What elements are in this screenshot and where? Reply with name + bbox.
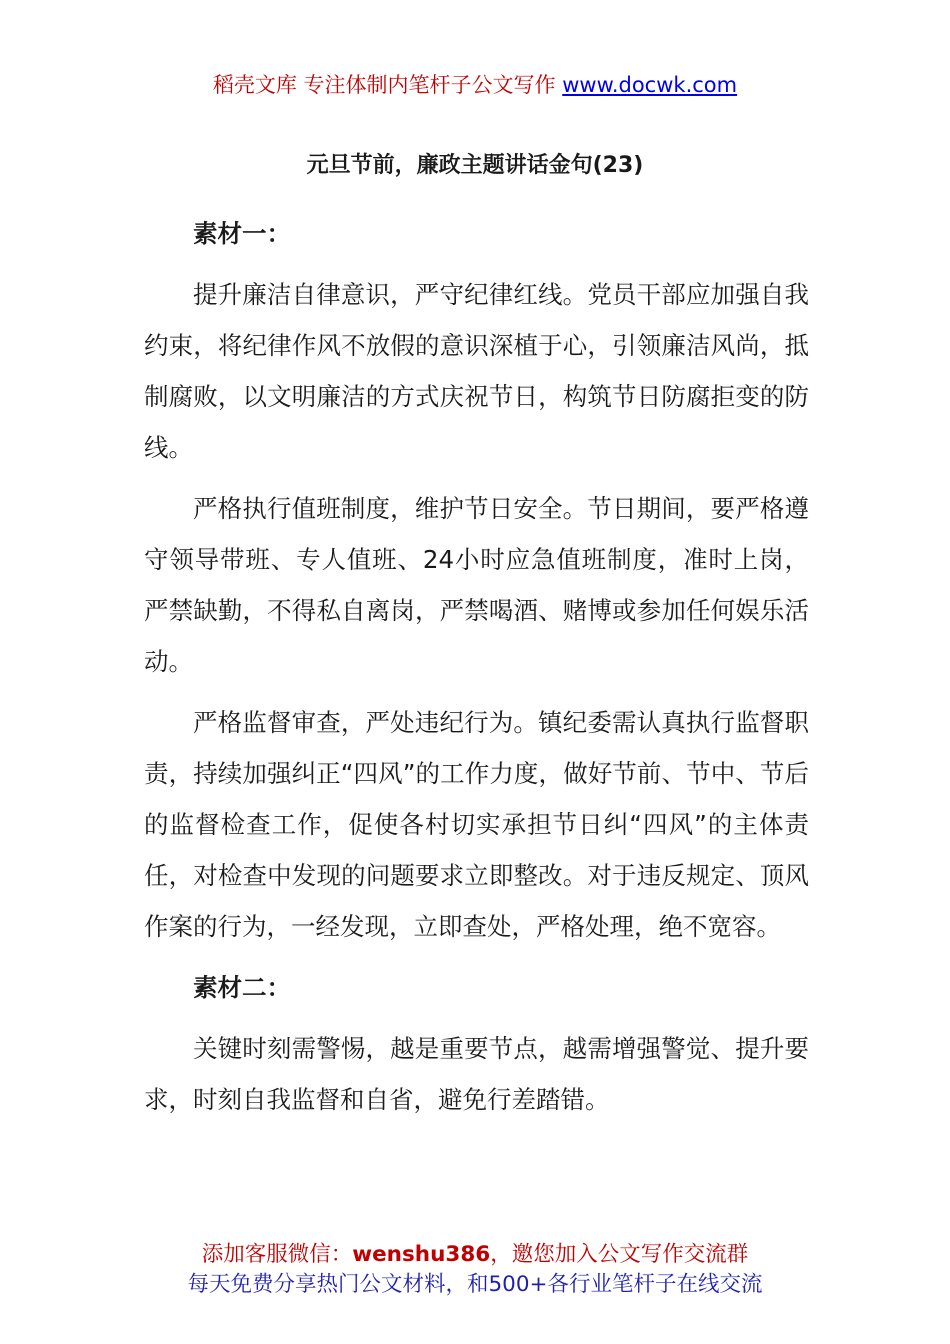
footer-contact-suffix: ，邀您加入公文写作交流群 [490, 1242, 749, 1267]
body-paragraph: 提升廉洁自律意识，严守纪律红线。党员干部应加强自我约束，将纪律作风不放假的意识深植于心，引领廉洁风尚，抵制腐败，以文明廉洁的方式庆祝节日，构筑节日防腐拒变的防线。 [144, 280, 809, 462]
footer-contact-prefix: 添加客服微信： [201, 1242, 353, 1267]
body-paragraph: 严格监督审查，严处违纪行为。镇纪委需认真执行监督职责，持续加强纠正“四风”的工作力度，做好节前、节中、节后的监督检查工作，促使各村切实承担节日纠“四风”的主体责任，对检查中发现的问题要求立即整改。对于违反规定、顶风作案的行为，一经发现，立即查处，严格处理，绝不宽容。 [144, 708, 809, 941]
footer-contact-line [0, 1240, 950, 1270]
section-heading: 素材二： [193, 973, 291, 1002]
page-footer [0, 1240, 950, 1300]
header-url-link[interactable]: www.docwk.com [562, 73, 738, 97]
section-heading: 素材一： [193, 219, 291, 248]
footer-promo-line: 每天免费分享热门公文材料，和500+各行业笔杆子在线交流 [187, 1272, 763, 1297]
document-body [144, 208, 809, 1135]
document-title: 元旦节前，廉政主题讲话金句(23) [306, 153, 644, 178]
page-header [0, 70, 950, 100]
body-paragraph: 严格执行值班制度，维护节日安全。节日期间，要严格遵守领导带班、专人值班、24小时应急值班制度，准时上岗，严禁缺勤，不得私自离岗，严禁喝酒、赌博或参加任何娱乐活动。 [144, 494, 809, 676]
header-brand: 稻壳文库 专注体制内笔杆子公文写作 [212, 73, 563, 97]
footer-wechat-id: wenshu386 [352, 1242, 491, 1267]
body-paragraph: 关键时刻需警惕，越是重要节点，越需增强警觉、提升要求，时刻自我监督和自省，避免行差踏错。 [144, 1034, 809, 1114]
